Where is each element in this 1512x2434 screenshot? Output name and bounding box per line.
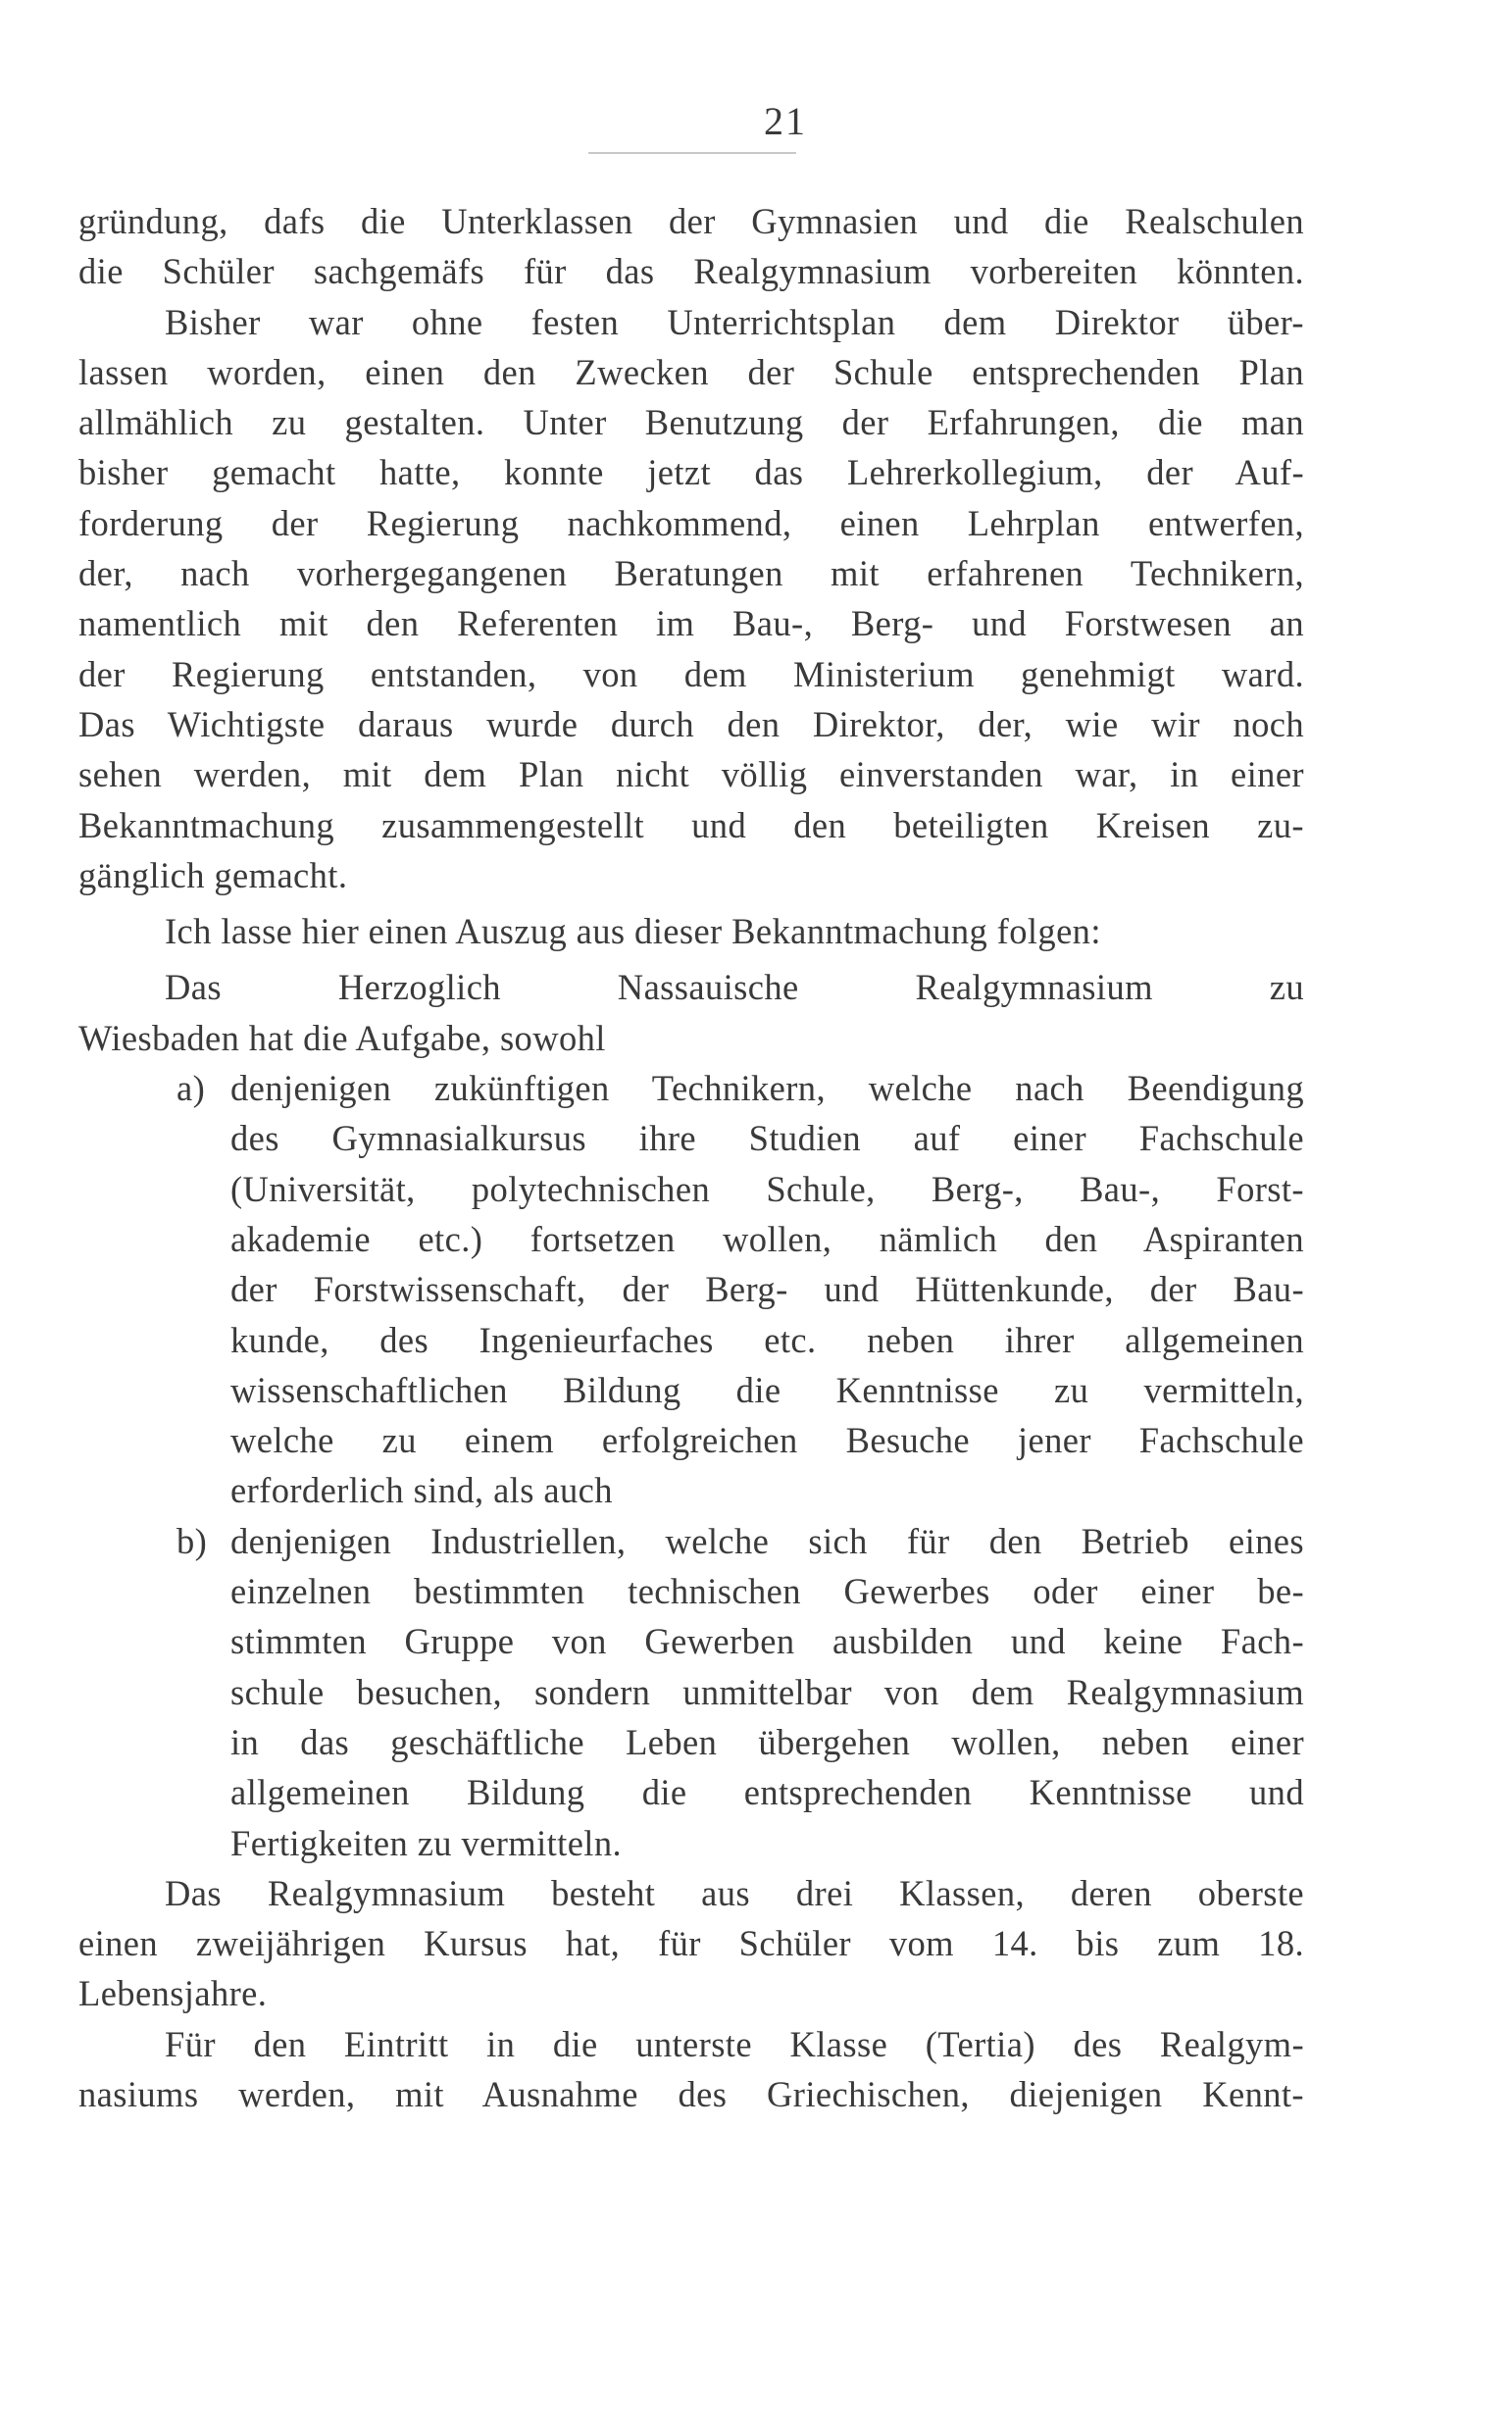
text-line: Das Wichtigste daraus wurde durch den Direktor, der, wie wir noch — [78, 703, 1304, 744]
text-line: der Regierung entstanden, von dem Ministerium genehmigt ward. — [78, 653, 1304, 694]
text-line: akademie etc.) fortsetzen wollen, nämlich den Aspiranten — [230, 1218, 1304, 1259]
text-line: schule besuchen, sondern unmittelbar von dem Realgymnasium — [230, 1671, 1304, 1712]
text-line: der Forstwissenschaft, der Berg- und Hüttenkunde, der Bau- — [230, 1269, 1304, 1310]
item-marker-a: a) — [176, 1068, 206, 1109]
text-line: erforderlich sind, als auch — [230, 1470, 613, 1511]
text-line: Das Herzoglich Nassauische Realgymnasium zu — [165, 967, 1304, 1008]
page-number: 21 — [764, 99, 807, 143]
text-line: sehen werden, mit dem Plan nicht völlig einverstanden war, in einer — [78, 754, 1304, 795]
text-line: welche zu einem erfolgreichen Besuche jener Fachschule — [230, 1420, 1304, 1461]
text-line: Fertigkeiten zu vermitteln. — [230, 1822, 623, 1863]
list-item-a — [78, 1063, 1304, 1113]
body-text — [78, 196, 1304, 2119]
list-item-b — [78, 1516, 1304, 1566]
header-rule — [588, 152, 796, 154]
text-line: Bekanntmachung zusammengestellt und den beteiligten Kreisen zu- — [78, 804, 1304, 845]
text-line: forderung der Regierung nachkommend, einen Lehrplan entwerfen, — [78, 502, 1304, 543]
text-line: Wiesbaden hat die Aufgabe, sowohl — [78, 1017, 606, 1058]
text-line: namentlich mit den Referenten im Bau-, Berg- und Forstwesen an — [78, 603, 1304, 644]
text-line: der, nach vorhergegangenen Beratungen mit erfahrenen Technikern, — [78, 553, 1304, 594]
text-line: Lebensjahre. — [78, 1973, 268, 2014]
text-line: einen zweijährigen Kursus hat, für Schüler vom 14. bis zum 18. — [78, 1923, 1304, 1964]
text-line: in das geschäftliche Leben übergehen wollen, neben einer — [230, 1721, 1304, 1762]
text-line: gründung, dafs die Unterklassen der Gymnasien und die Realschulen — [78, 201, 1304, 241]
text-line: des Gymnasialkursus ihre Studien auf einer Fachschule — [230, 1118, 1304, 1159]
text-line: wissenschaftlichen Bildung die Kenntnisse zu vermitteln, — [230, 1369, 1304, 1410]
text-line: allgemeinen Bildung die entsprechenden Kenntnisse und — [230, 1772, 1304, 1813]
text-line: kunde, des Ingenieurfaches etc. neben ihrer allgemeinen — [230, 1319, 1304, 1360]
text-line: (Universität, polytechnischen Schule, Berg-, Bau-, Forst- — [230, 1168, 1304, 1209]
text-line: Bisher war ohne festen Unterrichtsplan dem Direktor über- — [165, 301, 1304, 342]
text-line: denjenigen zukünftigen Technikern, welche nach Beendigung — [230, 1068, 1304, 1109]
text-line: allmählich zu gestalten. Unter Benutzung der Erfahrungen, die man — [78, 402, 1304, 443]
text-line: lassen worden, einen den Zwecken der Schule entsprechenden Plan — [78, 351, 1304, 392]
text-line: gänglich gemacht. — [78, 854, 348, 895]
text-line: stimmten Gruppe von Gewerben ausbilden und keine Fach- — [230, 1621, 1304, 1662]
text-line: nasiums werden, mit Ausnahme des Griechischen, diejenigen Kennt- — [78, 2073, 1304, 2114]
text-line: Ich lasse hier einen Auszug aus dieser Bekanntmachung folgen: — [165, 911, 1101, 952]
item-marker-b: b) — [176, 1520, 208, 1561]
text-line: Das Realgymnasium besteht aus drei Klassen, deren oberste — [165, 1872, 1304, 1913]
text-line: bisher gemacht hatte, konnte jetzt das Lehrerkollegium, der Auf- — [78, 452, 1304, 493]
text-line: denjenigen Industriellen, welche sich für den Betrieb eines — [230, 1520, 1304, 1561]
text-line: einzelnen bestimmten technischen Gewerbes oder einer be- — [230, 1571, 1304, 1612]
text-line: die Schüler sachgemäfs für das Realgymnasium vorbereiten könnten. — [78, 251, 1304, 292]
text-line: Für den Eintritt in die unterste Klasse (Tertia) des Realgym- — [165, 2023, 1304, 2064]
